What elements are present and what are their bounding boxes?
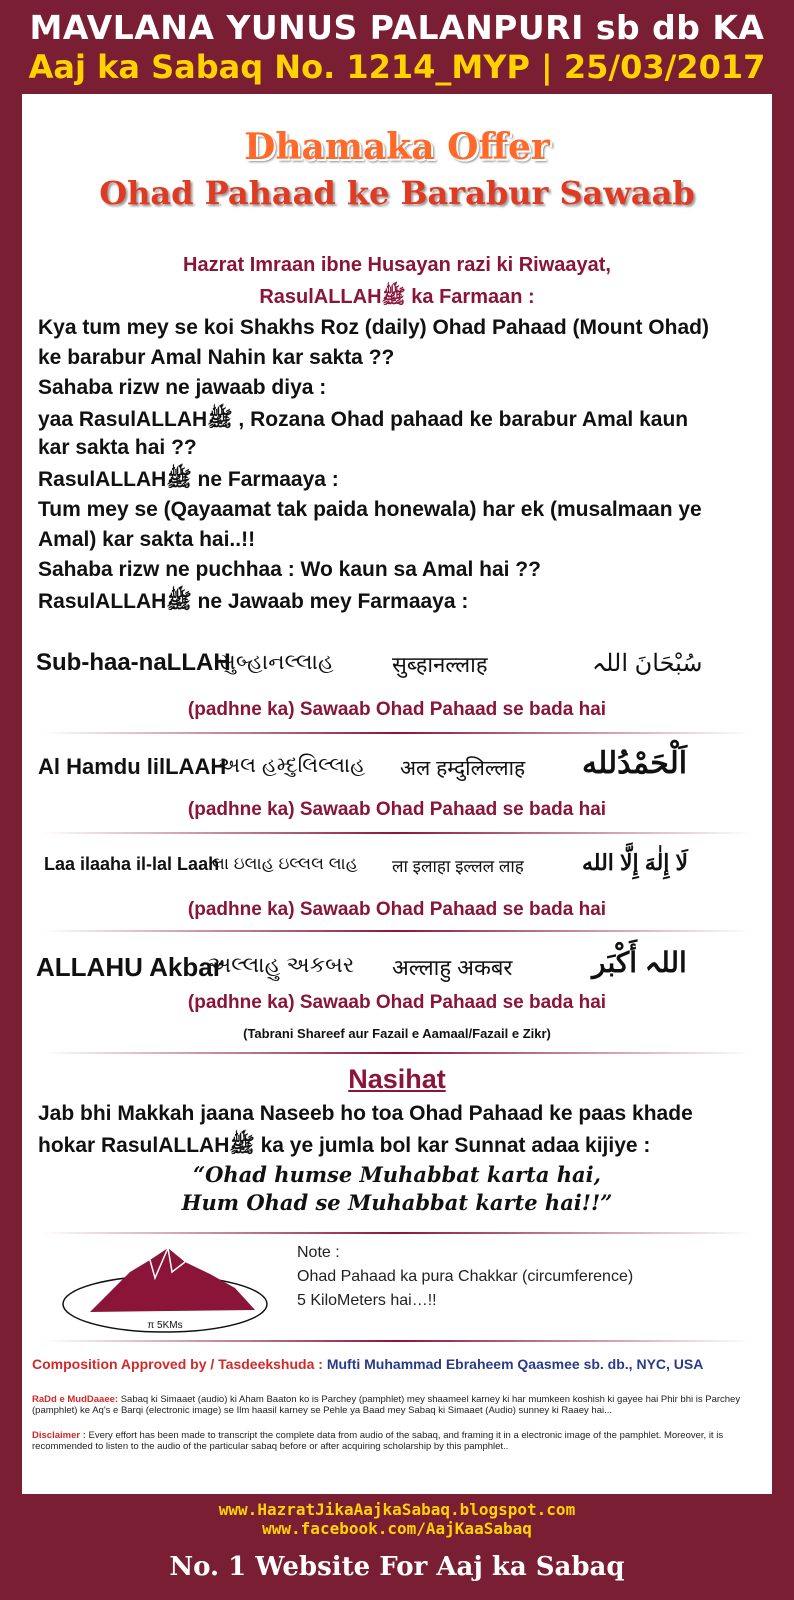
dhikr-roman: ALLAHU Akbar	[36, 952, 223, 982]
disclaimer-body: Every effort has been made to transcript the complete data from audio of the sabaq, and framing it in a electronic image of the pamphlet. Moreover, it is recommended to listen to the audio of the particular sabaq before or after acquiring scholarship by this pamphlet..	[32, 1430, 724, 1452]
reward-text: (padhne ka) Sawaab Ohad Pahaad se bada hai	[187, 992, 607, 1013]
distance-badge: π 5KMs	[147, 1320, 183, 1331]
dhikr-hindi: अल्लाहु अकबर	[392, 955, 513, 980]
dhikr-hindi: अल हम्दुलिल्लाह	[400, 757, 526, 780]
divider	[42, 832, 752, 834]
hadith-line: kar sakta hai ??	[38, 436, 197, 459]
reference: (Tabrani Shareef aur Fazail e Aamaal/Fazail e Zikr)	[243, 1026, 551, 1041]
radd-label: RaDd e MudDaaee:	[32, 1394, 119, 1405]
dhikr-gujarati: સુબ્હાનલ્લાહ	[218, 649, 334, 674]
offer-title: Dhamaka Offer	[244, 126, 550, 168]
hadith-line: RasulALLAHﷺ ne Jawaab mey Farmaaya :	[38, 590, 469, 613]
dhikr-gujarati: અલ હમ્દુલિલ્લાહ	[218, 754, 366, 777]
hadith-line: ke barabur Amal Nahin kar sakta ??	[38, 346, 395, 369]
header-subtitle: Aaj ka Sabaq No. 1214_MYP | 25/03/2017	[28, 48, 766, 86]
reward-text: (padhne ka) Sawaab Ohad Pahaad se bada hai	[187, 699, 607, 720]
dhikr-gujarati: લા ઇલાહ ઇલ્લલ લાહ	[212, 854, 358, 873]
nasihat-heading: Nasihat	[348, 1064, 446, 1094]
radd-text	[32, 1394, 762, 1416]
composition	[32, 1356, 703, 1372]
offer-subtitle: Ohad Pahaad ke Barabur Sawaab	[99, 174, 695, 212]
dhikr-arabic: لَا إِلٰهَ إِلَّا الله	[582, 850, 689, 875]
note-line: Ohad Pahaad ka pura Chakkar (circumference)	[297, 1268, 634, 1285]
narration-line-2: RasulALLAHﷺ ka Farmaan :	[259, 286, 535, 308]
footer-tagline: No. 1 Website For Aaj ka Sabaq	[169, 1552, 625, 1582]
radd-body: Sabaq ki Simaaet (audio) ki Aham Baaton ko is Parchey (pamphlet) mey shaameel karney ki har mumkeen koshish ki gayee hai Phir bhi is Parchey (pamphlet) ke Aq's e Barqi (electronic image) se Ilm haasil karney se Pehle ya Baad mey Sabaq ki Simaaet (Audio) sunney ki Raaey hai...	[32, 1394, 741, 1416]
header-title: MAVLANA YUNUS PALANPURI sb db KA	[29, 8, 765, 47]
hadith-line: Kya tum mey se koi Shakhs Roz (daily) Ohad Pahaad (Mount Ohad)	[38, 316, 709, 339]
note-line: 5 KiloMeters hai…!!	[297, 1292, 437, 1309]
nasihat-line: hokar RasulALLAHﷺ ka ye jumla bol kar Sunnat adaa kijiye :	[38, 1134, 651, 1157]
dhikr-roman: Laa ilaaha il-lal Laah	[44, 854, 220, 874]
divider	[42, 930, 752, 932]
note-label: Note :	[297, 1244, 340, 1261]
hadith-line: Sahaba rizw ne jawaab diya :	[38, 376, 327, 399]
composition-value: Mufti Muhammad Ebraheem Qaasmee sb. db., NYC, USA	[326, 1356, 704, 1372]
hadith-line: yaa RasulALLAHﷺ , Rozana Ohad pahaad ke barabur Amal kaun	[38, 408, 689, 431]
hadith-line: Tum mey se (Qayaamat tak paida honewala) har ek (musalmaan ye	[38, 498, 702, 521]
nasihat-line: Jab bhi Makkah jaana Naseeb ho toa Ohad Pahaad ke paas khade	[38, 1102, 693, 1125]
divider	[42, 732, 752, 734]
blog-link[interactable]: www.HazratJikaAajkaSabaq.blogspot.com	[218, 1500, 576, 1519]
reward-text: (padhne ka) Sawaab Ohad Pahaad se bada hai	[187, 899, 607, 920]
hadith-line: Sahaba rizw ne puchhaa : Wo kaun sa Amal hai ??	[38, 558, 541, 581]
dhikr-hindi: सुब्हानल्लाह	[392, 652, 488, 677]
dhikr-gujarati: અલ્લાહુ અકબર	[208, 952, 355, 977]
divider	[42, 1232, 752, 1234]
facebook-link[interactable]: www.facebook.com/AajKaaSabaq	[262, 1519, 532, 1538]
dhikr-arabic: سُبْحَانَ اللہ	[592, 650, 703, 677]
dhikr-hindi: ला इलाहा इल्लल लाह	[392, 857, 524, 876]
hadith-line: Amal) kar sakta hai..!!	[38, 528, 256, 551]
quote-line: Hum Ohad se Muhabbat karte hai!!”	[181, 1190, 613, 1215]
disclaimer-text	[32, 1430, 762, 1452]
mountain-icon	[60, 1242, 270, 1337]
hadith-line: RasulALLAHﷺ ne Farmaaya :	[38, 468, 339, 491]
quote-line: “Ohad humse Muhabbat karta hai,	[193, 1162, 601, 1187]
narration-line-1: Hazrat Imraan ibne Husayan razi ki Riwaayat,	[183, 254, 611, 276]
dhikr-roman: Sub-haa-naLLAH	[36, 649, 231, 676]
disclaimer-label: Disclaimer :	[32, 1430, 86, 1441]
divider	[42, 1052, 752, 1054]
composition-label: Composition Approved by / Tasdeekshuda :	[32, 1356, 323, 1372]
dhikr-roman: Al Hamdu lilLAAH	[38, 754, 227, 779]
content-panel	[22, 94, 772, 1494]
dhikr-arabic: اَلْحَمْدُلله	[582, 747, 688, 780]
dhikr-arabic: اللہ أَكْبَر	[592, 947, 687, 978]
reward-text: (padhne ka) Sawaab Ohad Pahaad se bada hai	[187, 799, 607, 820]
divider	[42, 1340, 752, 1342]
